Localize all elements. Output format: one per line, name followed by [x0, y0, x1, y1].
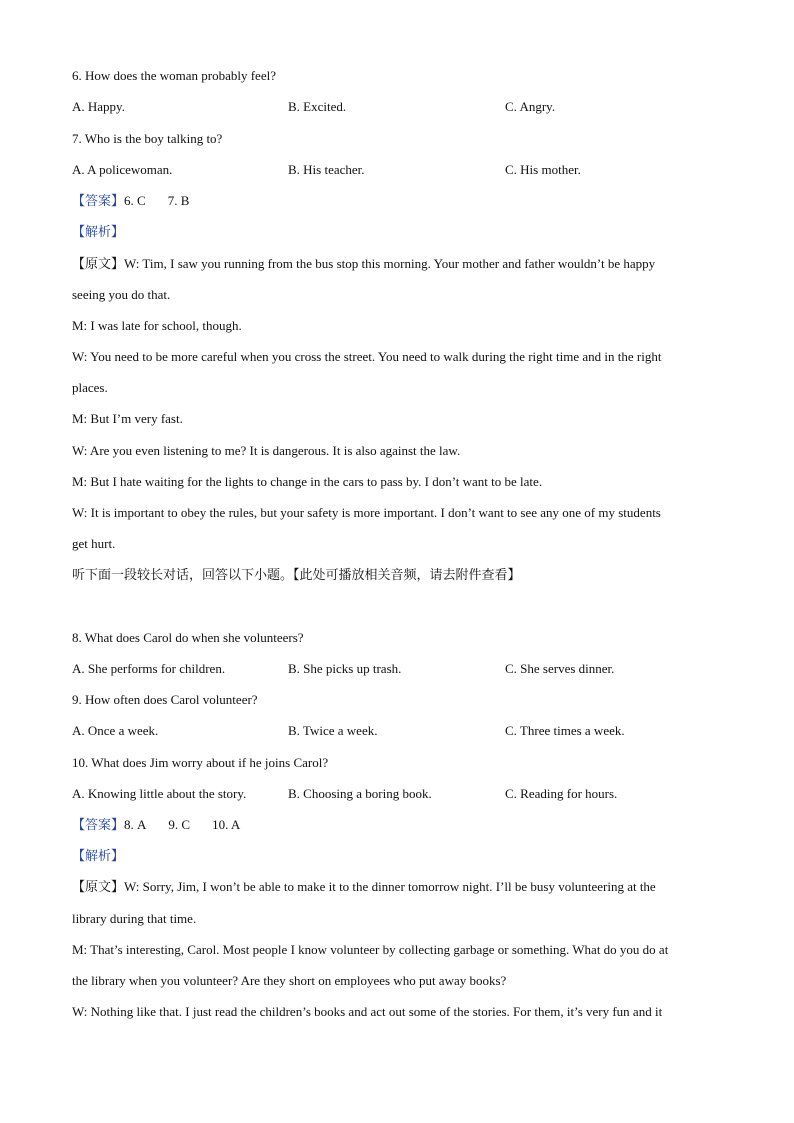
q6-option-a: A. Happy.	[72, 99, 125, 114]
q9-option-b: B. Twice a week.	[288, 723, 378, 738]
answer-label: 【答案】	[72, 194, 125, 209]
transcript-1-line-5: places.	[72, 380, 108, 395]
answer-block-2	[72, 817, 722, 834]
transcript-2-line-3: M: That’s interesting, Carol. Most people I know volunteer by collecting garbage or something. What do you do at	[72, 942, 669, 957]
question-7-options	[72, 162, 722, 178]
transcript-2-line-4: the library when you volunteer? Are they short on employees who put away books?	[72, 973, 507, 988]
transcript-2-line-2: library during that time.	[72, 911, 197, 926]
section-heading: 听下面一段较长对话，回答以下小题。【此处可播放相关音频，请去附件查看】	[72, 568, 521, 583]
answer-item: 6. C	[124, 193, 146, 208]
transcript-1-line-2: seeing you do that.	[72, 287, 171, 302]
transcript-1-line-6: M: But I’m very fast.	[72, 411, 183, 426]
q10-option-b: B. Choosing a boring book.	[288, 786, 432, 801]
q9-option-c: C. Three times a week.	[505, 723, 625, 738]
transcript-1-line-1	[72, 256, 722, 273]
q7-option-b: B. His teacher.	[288, 162, 365, 177]
question-10-options	[72, 786, 722, 802]
transcript-2-line-5: W: Nothing like that. I just read the children’s books and act out some of the stories. For them, it’s very fun and it	[72, 1004, 663, 1019]
question-6: 6. How does the woman probably feel?	[72, 68, 276, 83]
q6-option-b: B. Excited.	[288, 99, 347, 114]
q7-option-c: C. His mother.	[505, 162, 581, 177]
analysis-block-2	[72, 848, 722, 865]
transcript-1-line-4: W: You need to be more careful when you cross the street. You need to walk during the right time and in the right	[72, 349, 662, 364]
q10-option-a: A. Knowing little about the story.	[72, 786, 247, 801]
question-8: 8. What does Carol do when she volunteers?	[72, 630, 304, 645]
question-9: 9. How often does Carol volunteer?	[72, 692, 258, 707]
answer-label: 【答案】	[72, 818, 125, 833]
transcript-1-line-9: W: It is important to obey the rules, but your safety is more important. I don’t want to see any one of my students	[72, 505, 661, 520]
q8-option-a: A. She performs for children.	[72, 661, 226, 676]
transcript-1-line-3: M: I was late for school, though.	[72, 318, 242, 333]
transcript-1-line-8: M: But I hate waiting for the lights to change in the cars to pass by. I don’t want to be late.	[72, 474, 543, 489]
question-10: 10. What does Jim worry about if he joins Carol?	[72, 755, 329, 770]
q8-option-c: C. She serves dinner.	[505, 661, 615, 676]
transcript-1-line-7: W: Are you even listening to me? It is dangerous. It is also against the law.	[72, 443, 461, 458]
analysis-label: 【解析】	[72, 225, 125, 240]
q9-option-a: A. Once a week.	[72, 723, 159, 738]
analysis-block-1	[72, 224, 722, 241]
transcript-label: 【原文】	[72, 257, 125, 272]
q6-option-c: C. Angry.	[505, 99, 556, 114]
question-7: 7. Who is the boy talking to?	[72, 131, 223, 146]
transcript-text: W: Tim, I saw you running from the bus stop this morning. Your mother and father wouldn’t be happy	[124, 256, 656, 271]
transcript-text: W: Sorry, Jim, I won’t be able to make it to the dinner tomorrow night. I’ll be busy volunteering at the	[124, 879, 656, 894]
answer-block-1	[72, 193, 722, 210]
transcript-1-line-10: get hurt.	[72, 536, 116, 551]
q8-option-b: B. She picks up trash.	[288, 661, 402, 676]
analysis-label: 【解析】	[72, 849, 125, 864]
transcript-label: 【原文】	[72, 880, 125, 895]
answer-item: 9. C	[168, 817, 191, 832]
q10-option-c: C. Reading for hours.	[505, 786, 618, 801]
question-6-options	[72, 99, 722, 115]
q7-option-a: A. A policewoman.	[72, 162, 173, 177]
question-9-options	[72, 723, 722, 739]
transcript-2-line-1	[72, 879, 722, 896]
answer-item: 8. A	[124, 817, 147, 832]
answer-item: 7. B	[167, 193, 190, 208]
question-8-options	[72, 661, 722, 677]
answer-item: 10. A	[212, 817, 241, 832]
